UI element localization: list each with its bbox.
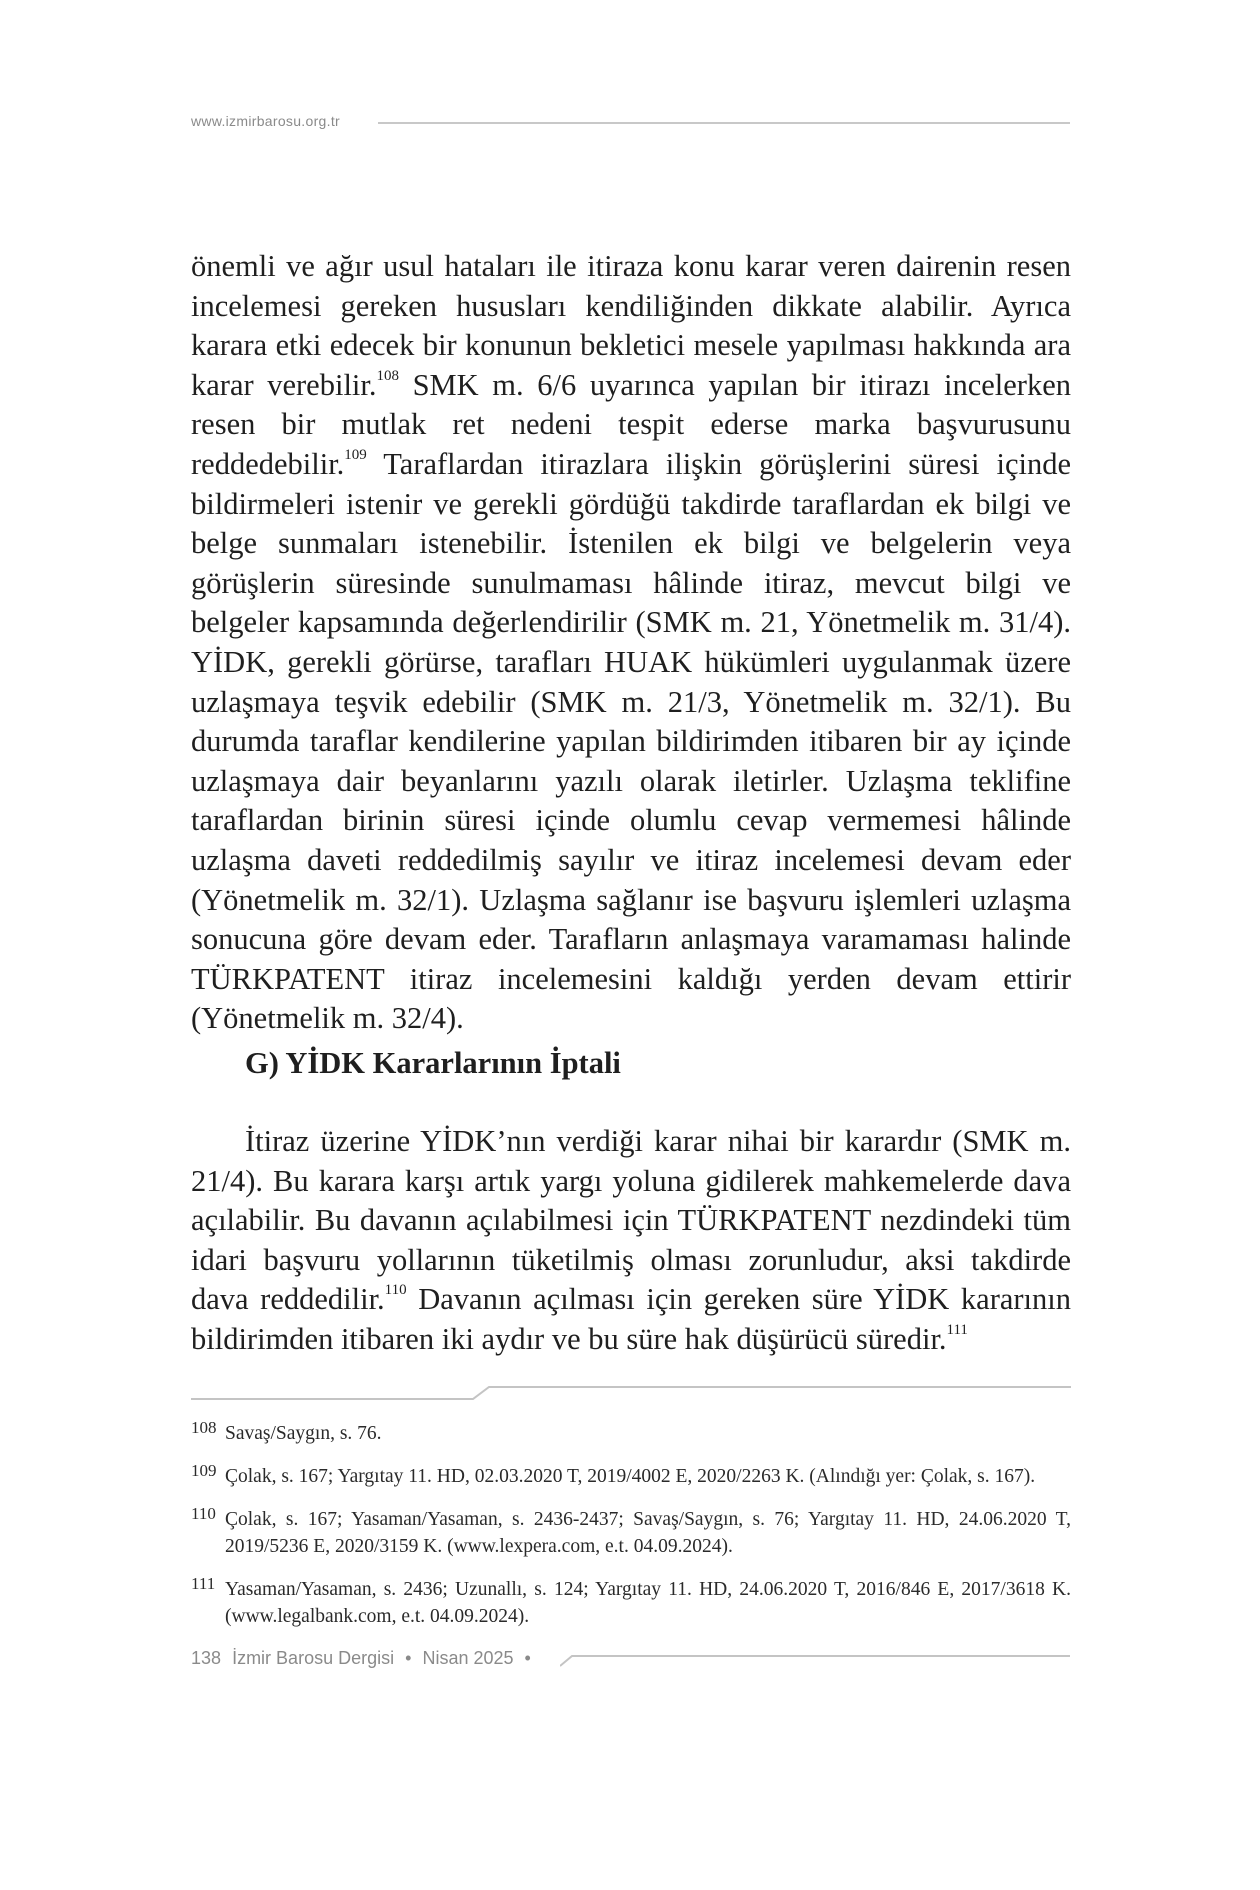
footnote-ref-109[interactable]: 109 xyxy=(344,446,367,463)
issue-date: Nisan 2025 xyxy=(422,1648,514,1668)
header-url: www.izmirbarosu.org.tr xyxy=(191,113,340,129)
footnote-text: Yasaman/Yasaman, s. 2436; Uzunallı, s. 124; Yargıtay 11. HD, 24.06.2020 T, 2016/846 E, 2017/3618 K. (www.legalbank.com, e.t. 04.09.2024). xyxy=(225,1579,1071,1627)
footnote xyxy=(191,1420,1071,1447)
para1-text-3: Taraflardan itirazlara ilişkin görüşlerini süresi içinde bildirmeleri istenir ve gerekli gördüğü takdirde taraflardan ek bilgi ve belge sunmaları istenebilir. İstenilen ek bilgi ve belgelerin veya görüşlerin süresinde sunulmaması hâlinde itiraz, mevcut bilgi ve belgeler kapsamında değerlendirilir (SMK m. 21, Yönetmelik m. 31/4). YİDK, gerekli görürse, tarafları HUAK hükümleri uygulanmak üzere uzlaşmaya teşvik edebilir (SMK m. 21/3, Yönetmelik m. 32/1). Bu durumda taraflar kendilerine yapılan bildirimden itibaren bir ay içinde uzlaşmaya dair beyanlarını yazılı olarak iletirler. Uzlaşma teklifine taraflardan birinin süresi içinde olumlu cevap vermemesi hâlinde uzlaşma daveti reddedilmiş sayılır ve itiraz incelemesi devam eder (Yönetmelik m. 32/1). Uzlaşma sağlanır ise başvuru işlemleri uzlaşma sonucuna göre devam eder. Tarafların anlaşmaya varamaması halinde TÜRKPATENT itiraz incelemesini kaldığı yerden devam ettirir (Yönetmelik m. 32/4). xyxy=(191,446,1071,1036)
footnote xyxy=(191,1506,1071,1560)
footnote-number: 110 xyxy=(191,1504,216,1523)
footnote-ref-111[interactable]: 111 xyxy=(946,1321,968,1338)
footer-bullet: • xyxy=(405,1648,412,1668)
footer-divider xyxy=(560,1654,1070,1668)
body-paragraph-1 xyxy=(191,247,1071,1039)
footnote xyxy=(191,1576,1071,1630)
journal-name: İzmir Barosu Dergisi xyxy=(232,1648,395,1668)
footnote xyxy=(191,1463,1071,1490)
footnote-text: Çolak, s. 167; Yasaman/Yasaman, s. 2436-2437; Savaş/Saygın, s. 76; Yargıtay 11. HD, 24.06.2020 T, 2019/5236 E, 2020/3159 K. (www.lexpera.com, e.t. 04.09.2024). xyxy=(225,1509,1071,1557)
footnote-number: 108 xyxy=(191,1418,217,1437)
para1-text-2: SMK m. 6/6 uyarınca yapılan bir itirazı incelerken resen bir mutlak ret nedeni tespit ederse marka başvurusunu reddedebilir. xyxy=(191,367,1071,481)
body-paragraph-2 xyxy=(191,1122,1071,1360)
header-rule xyxy=(378,122,1070,124)
footer-bullet: • xyxy=(524,1648,531,1668)
section-heading: G) YİDK Kararlarının İptali xyxy=(245,1046,621,1080)
para2-text-1: İtiraz üzerine YİDK’nın verdiği karar nihai bir karardır (SMK m. 21/4). Bu karara karşı artık yargı yoluna gidilerek mahkemelerde dava açılabilir. Bu davanın açılabilmesi için TÜRKPATENT nezdindeki tüm idari başvuru yollarının tüketilmiş olması zorunludur, aksi takdirde dava reddedilir. xyxy=(191,1124,1071,1317)
page-footer xyxy=(191,1648,537,1669)
footnote-ref-108[interactable]: 108 xyxy=(376,367,399,384)
para2-text-2: Davanın açılması için gereken süre YİDK kararının bildirimden itibaren iki aydır ve bu süre hak düşürücü süredir. xyxy=(191,1282,1071,1356)
footnote-number: 111 xyxy=(191,1574,216,1593)
footnote-number: 109 xyxy=(191,1461,217,1480)
page-number: 138 xyxy=(191,1648,222,1668)
footnote-text: Çolak, s. 167; Yargıtay 11. HD, 02.03.2020 T, 2019/4002 E, 2020/2263 K. (Alındığı yer: Çolak, s. 167). xyxy=(225,1466,1036,1487)
para1-text-1: önemli ve ağır usul hataları ile itiraza konu karar veren dairenin resen incelemesi gereken hususları kendiliğinden dikkate alabilir. Ayrıca karara etki edecek bir konunun bekletici mesele yapılması hakkında ara karar verebilir. xyxy=(191,249,1071,402)
footnote-divider xyxy=(191,1385,1071,1401)
footnote-list xyxy=(191,1420,1071,1646)
footnote-text: Savaş/Saygın, s. 76. xyxy=(225,1423,382,1444)
footnote-ref-110[interactable]: 110 xyxy=(384,1282,407,1299)
